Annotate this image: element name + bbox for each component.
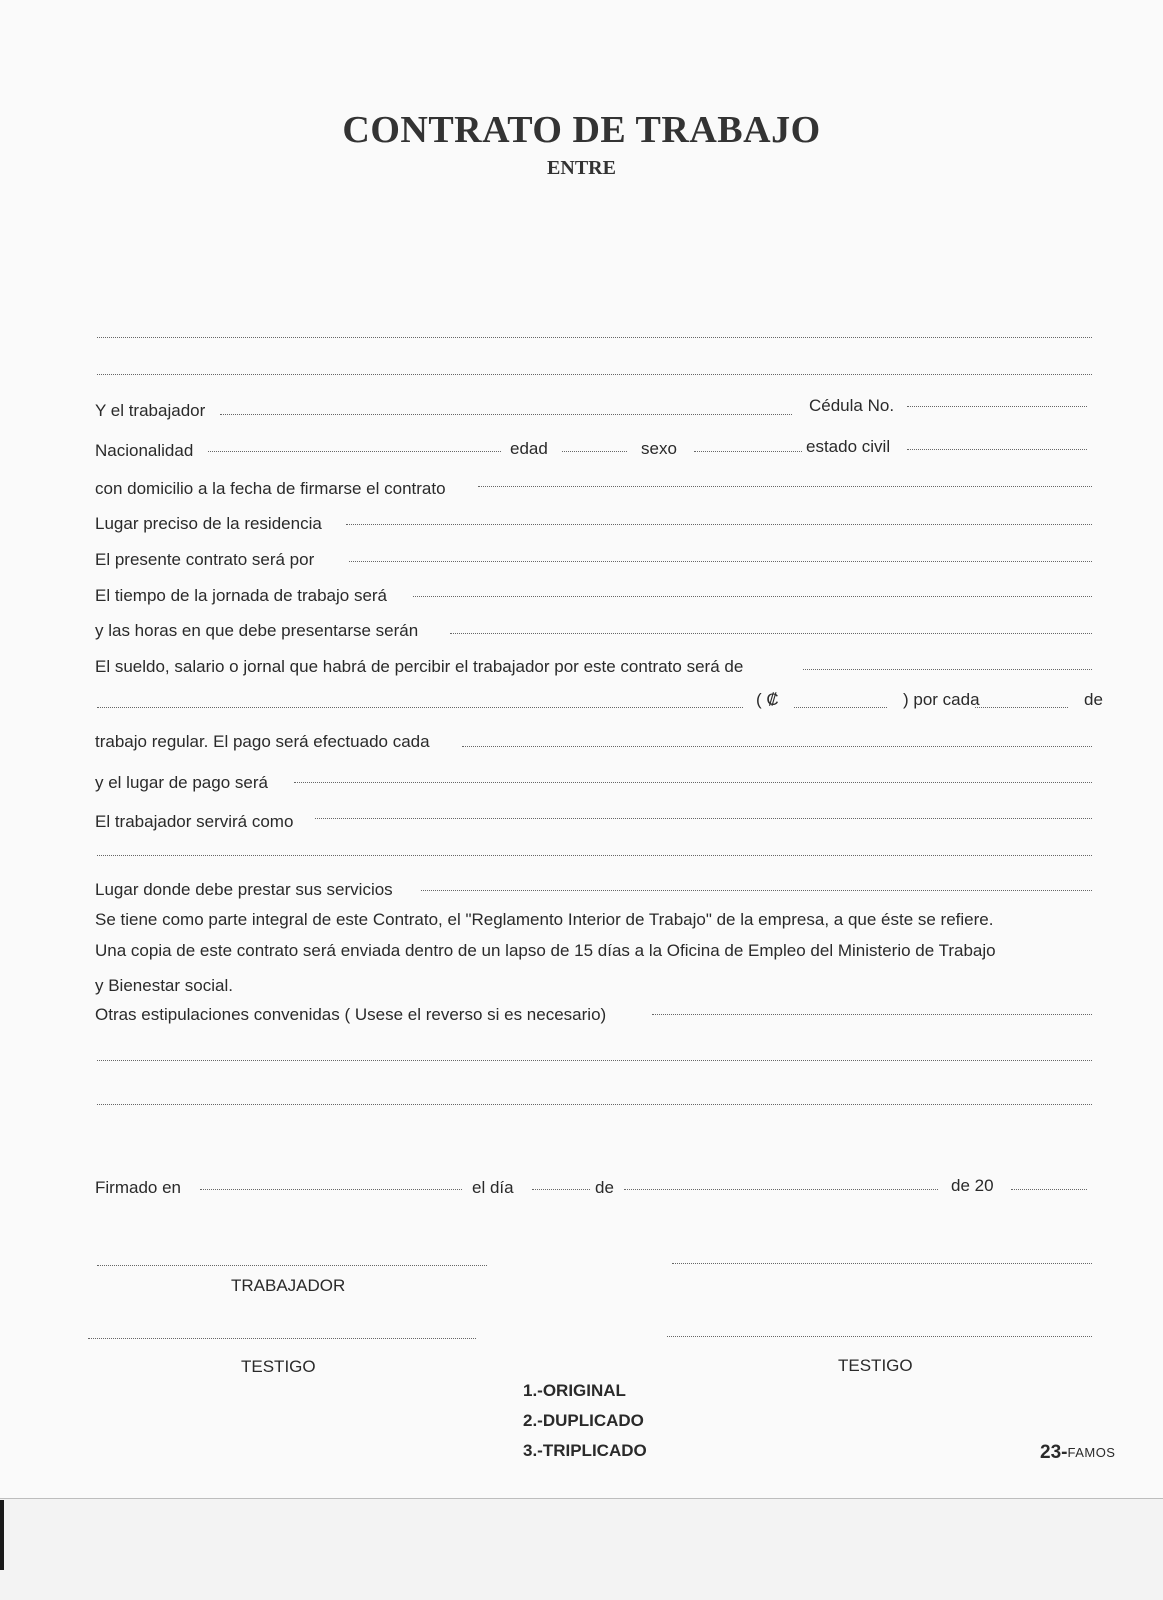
jornada-label: El tiempo de la jornada de trabajo será: [95, 586, 388, 605]
pago-label: trabajo regular. El pago será efectuado cada: [95, 732, 430, 751]
el-dia-label: el día: [472, 1178, 514, 1197]
firmado-en-field[interactable]: [200, 1189, 462, 1190]
domicilio-label: con domicilio a la fecha de firmarse el contrato: [95, 479, 446, 498]
sueldo-amount-words-field[interactable]: [97, 707, 743, 708]
estado-civil-label: estado civil: [806, 437, 891, 456]
sexo-field[interactable]: [694, 451, 802, 452]
copy-duplicado: 2.-DUPLICADO: [523, 1411, 644, 1430]
year-field[interactable]: [1011, 1189, 1087, 1190]
por-cada-label: ) por cada: [903, 690, 980, 709]
employer-line-2[interactable]: [97, 374, 1092, 375]
lugar-servicios-field[interactable]: [421, 890, 1092, 891]
copy-original: 1.-ORIGINAL: [523, 1381, 626, 1400]
residencia-label: Lugar preciso de la residencia: [95, 514, 322, 533]
lugar-servicios-label: Lugar donde debe prestar sus servicios: [95, 880, 393, 899]
horas-field[interactable]: [450, 633, 1092, 634]
contrato-por-field[interactable]: [349, 561, 1092, 562]
form-number: 23-: [1040, 1442, 1068, 1463]
edad-label: edad: [510, 439, 548, 458]
firmado-en-label: Firmado en: [95, 1178, 181, 1197]
cedula-field[interactable]: [907, 406, 1087, 407]
otras-label: Otras estipulaciones convenidas ( Usese el reverso si es necesario): [95, 1005, 607, 1024]
nacionalidad-field[interactable]: [208, 451, 501, 452]
colon-amount-field[interactable]: [794, 707, 887, 708]
nacionalidad-label: Nacionalidad: [95, 441, 194, 460]
otras-field-line-2[interactable]: [97, 1060, 1092, 1061]
trabajador-field[interactable]: [220, 414, 792, 415]
copy-triplicado: 3.-TRIPLICADO: [523, 1441, 647, 1460]
scan-edge-mark: [0, 1500, 4, 1570]
otras-field[interactable]: [652, 1014, 1092, 1015]
de-20-label: de 20: [951, 1176, 994, 1195]
pago-field[interactable]: [462, 746, 1092, 747]
reglamento-clause: Se tiene como parte integral de este Contrato, el "Reglamento Interior de Trabajo" de la empresa, a que éste se refiere.: [95, 910, 994, 929]
servira-field[interactable]: [315, 818, 1092, 819]
el-dia-field[interactable]: [532, 1189, 590, 1190]
otras-field-line-3[interactable]: [97, 1104, 1092, 1105]
copia-clause-line-2: y Bienestar social.: [95, 976, 233, 995]
brand-logo: FAMOS: [1067, 1445, 1116, 1460]
trabajador-signature-label: TRABAJADOR: [231, 1276, 346, 1295]
horas-label: y las horas en que debe presentarse serán: [95, 621, 419, 640]
sueldo-label: El sueldo, salario o jornal que habrá de percibir el trabajador por este contrato será de: [95, 657, 744, 676]
de-mes-label: de: [595, 1178, 614, 1197]
estado-civil-field[interactable]: [907, 449, 1087, 450]
employer-line-1[interactable]: [97, 337, 1092, 338]
lugar-pago-field[interactable]: [294, 782, 1092, 783]
servira-field-line-2[interactable]: [97, 855, 1092, 856]
footer-mark: [1040, 1442, 1115, 1464]
testigo-left-label: TESTIGO: [241, 1357, 316, 1376]
por-cada-field[interactable]: [975, 707, 1068, 708]
contrato-por-label: El presente contrato será por: [95, 550, 315, 569]
cedula-label: Cédula No.: [809, 396, 895, 415]
colon-label: ( ₡: [756, 690, 779, 709]
de-label: de: [1084, 690, 1103, 709]
document-title: CONTRATO DE TRABAJO: [342, 109, 821, 151]
jornada-field[interactable]: [413, 596, 1092, 597]
trabajador-signature-line[interactable]: [97, 1265, 487, 1266]
residencia-field[interactable]: [346, 524, 1092, 525]
testigo-left-signature-line[interactable]: [88, 1338, 476, 1339]
employer-signature-line[interactable]: [672, 1263, 1092, 1264]
sexo-label: sexo: [641, 439, 677, 458]
servira-label: El trabajador servirá como: [95, 812, 294, 831]
copia-clause-line-1: Una copia de este contrato será enviada dentro de un lapso de 15 días a la Oficina de Empleo del Ministerio de Trabajo: [95, 941, 996, 960]
mes-field[interactable]: [624, 1189, 938, 1190]
document-subtitle: ENTRE: [547, 157, 616, 179]
sueldo-field[interactable]: [803, 669, 1092, 670]
scan-background: [0, 1499, 1163, 1600]
trabajador-label: Y el trabajador: [95, 401, 206, 420]
domicilio-field[interactable]: [478, 486, 1092, 487]
testigo-right-label: TESTIGO: [838, 1356, 913, 1375]
testigo-right-signature-line[interactable]: [667, 1336, 1092, 1337]
edad-field[interactable]: [562, 451, 627, 452]
lugar-pago-label: y el lugar de pago será: [95, 773, 268, 792]
